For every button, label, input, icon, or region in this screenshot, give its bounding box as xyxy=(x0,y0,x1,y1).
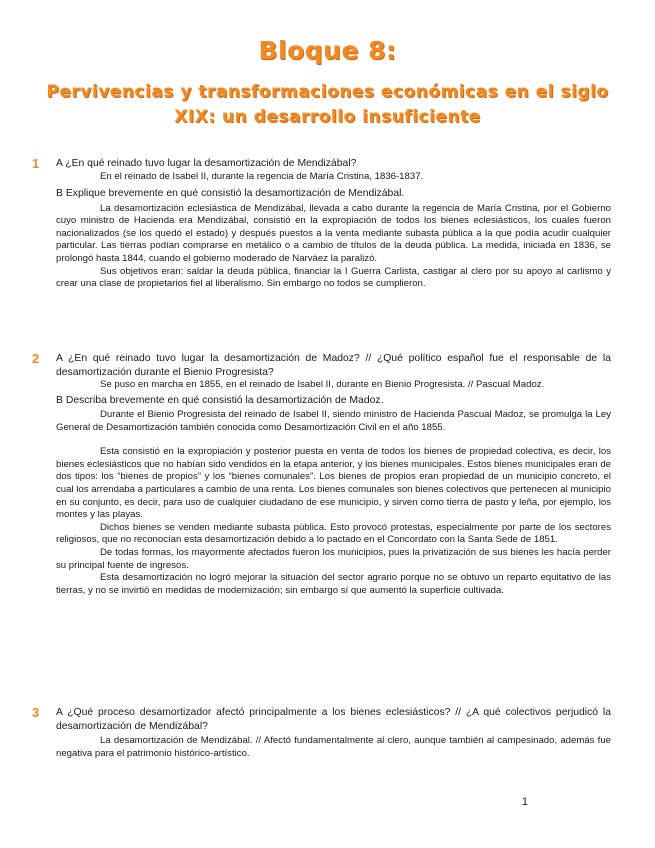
answer-1b-paragraph: La desamortización eclesiástica de Mendizábal, llevada a cabo durante la regencia de María Cristina, por el Gobierno cuyo ministro de Hacienda era Mendizábal, consistió en la expropiación de todos los bienes eclesiásticos, los cuales fueron nacionalizados (se los quedó el estado) y después puestos a la venta mediante subasta pública a la que podía acudir cualquier particular. Las tierras podían comprarse en metálico o a cambio de títulos de la deuda pública. La medida, iniciada en 1836, se prolongó hasta 1844, cuando el gobierno moderado de Narváez la paralizó. xyxy=(56,202,611,264)
question-2b: B Describa brevemente en qué consistió la desamortización de Madoz. xyxy=(56,394,384,406)
section-2 xyxy=(56,352,611,597)
question-1a: A ¿En qué reinado tuvo lugar la desamortización de Mendizábal? xyxy=(56,158,357,169)
section-1 xyxy=(56,157,611,291)
answer-2b-paragraph: Dichos bienes se venden mediante subasta pública. Esto provocó protestas, especialmente por parte de los sectores religiosos, que no reconocían esta desamortización debido a lo pactado en el Concordato con la Santa Sede de 1851. xyxy=(56,521,611,546)
section-3 xyxy=(56,706,611,760)
document-subtitle: Pervivencias y transformaciones económicas en el siglo XIX: un desarrollo insuficiente xyxy=(46,82,609,127)
section-number-1: 1 xyxy=(32,156,40,171)
question-1b: B Explique brevemente en qué consistió la desamortización de Mendizábal. xyxy=(56,188,405,200)
question-3a: A ¿Qué proceso desamortizador afectó principalmente a los bienes eclesiásticos? // ¿A qué colectivos perjudicó la desamortización de Mendizábal? xyxy=(56,707,611,732)
page-number: 1 xyxy=(521,796,528,808)
section-number-2: 2 xyxy=(32,351,40,366)
answer-2b-paragraph: De todas formas, los mayormente afectados fueron los municipios, pues la privatización de sus bienes les hacía perder su principal fuente de ingresos. xyxy=(56,547,611,571)
document-title: Bloque 8: xyxy=(258,36,397,65)
section-number-3: 3 xyxy=(32,705,40,720)
answer-2b-paragraph: Esta desamortización no logró mejorar la situación del sector agrario porque no se obtuvo un reparto equitativo de las tierras, y no se invirtió en medidas de modernización; sin embargo sí que aumentó la superficie cultivada. xyxy=(56,572,611,596)
answer-2a: Se puso en marcha en 1855, en el reinado de Isabel II, durante en Bienio Progresista. // Pascual Madoz. xyxy=(100,379,545,390)
answer-1b-paragraph: Sus objetivos eran: saldar la deuda pública, financiar la I Guerra Carlista, castigar al clero por su apoyo al carlismo y crear una clase de propietarios fiel al liberalismo. Sin embargo no todos se cumplieron. xyxy=(56,265,611,290)
answer-2b-paragraph: Durante el Bienio Progresista del reinado de Isabel II, siendo ministro de Hacienda Pascual Madoz, se promulga la Ley General de Desamortización también conocida como Desamortización Civil en el año 1855. xyxy=(56,409,611,433)
answer-1a: En el reinado de Isabel II, durante la regencia de María Cristina, 1836-1837. xyxy=(100,170,424,182)
answer-2b-paragraph: Esta consistió en la expropiación y posterior puesta en venta de todos los bienes de propiedad colectiva, es decir, los bienes eclesiásticos que no habían sido vendidos en la etapa anterior, y los bienes municipales. Estos bienes municipales eran de dos tipos: los “bienes de propios” y los “bienes comunales”. Los bienes de propios eran propiedad de un municipio concreto, el cual los arrendaba a particulares a cambio de una renta. Los bienes comunales son bienes colectivos que pertenecen al municipio en su conjunto, es decir, para uso de cualquier ciudadano de ese municipio, y sirven como tierra de pasto y leña, por ejemplo, los montes y las playas. xyxy=(56,446,611,521)
answer-3a: La desamortización de Mendizábal. // Afectó fundamentalmente al clero, aunque también al campesinado, además fue negativa para el patrimonio histórico-artístico. xyxy=(56,735,611,759)
question-2a: A ¿En qué reinado tuvo lugar la desamortización de Madoz? // ¿Qué político español fue el responsable de la desamortización durante el Bienio Progresista? xyxy=(56,353,611,378)
